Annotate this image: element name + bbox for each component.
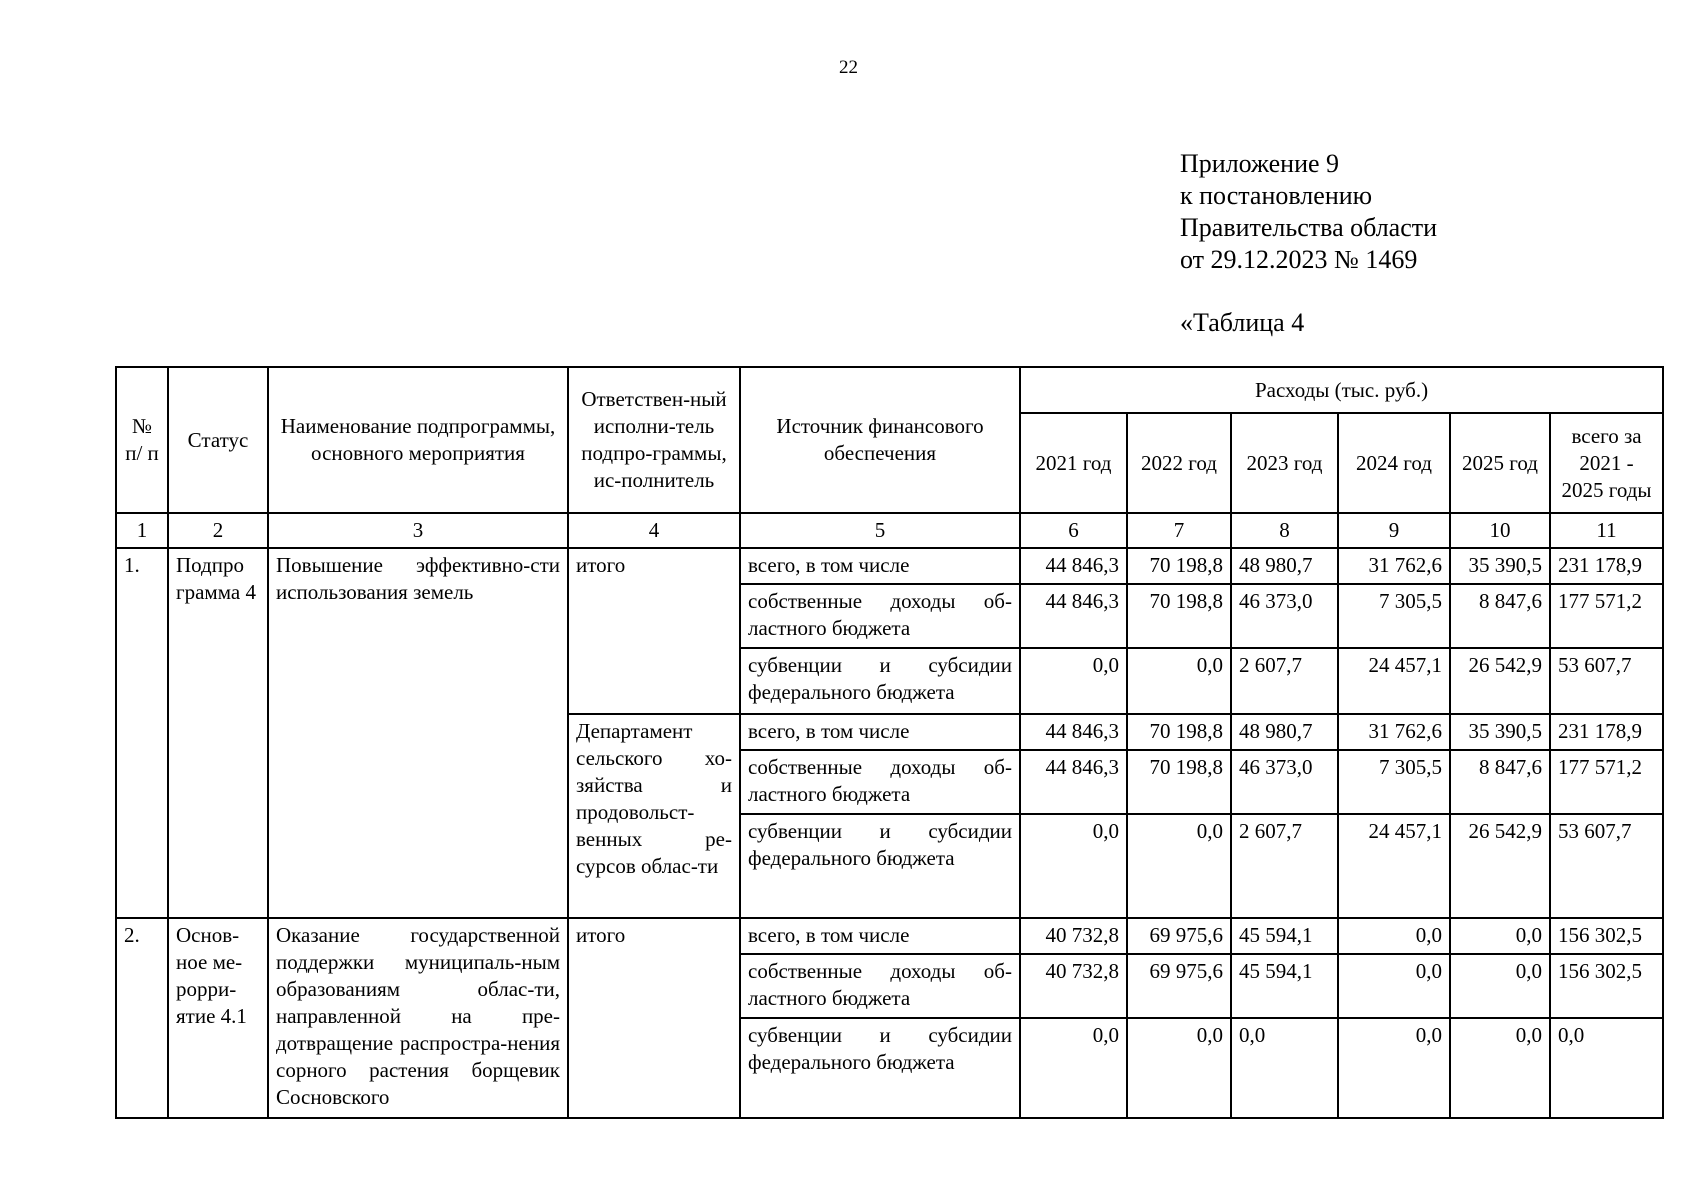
value-cell: 45 594,1 bbox=[1231, 918, 1338, 954]
value-cell: 0,0 bbox=[1450, 918, 1550, 954]
header-year-2023: 2023 год bbox=[1231, 413, 1338, 513]
column-number: 1 bbox=[116, 513, 168, 548]
value-cell: 69 975,6 bbox=[1127, 918, 1231, 954]
value-cell: 0,0 bbox=[1127, 648, 1231, 714]
row-name: Оказание государственной поддержки муниципаль-ным образованиям облас-ти, направленной на пре-дотвращение распростра-нения сорного растения борщевик Сосновского bbox=[268, 918, 568, 1118]
row-number: 2. bbox=[116, 918, 168, 1118]
appendix-line-2: к постановлению bbox=[1180, 181, 1373, 210]
row-executor: итого bbox=[568, 548, 740, 714]
value-cell: 69 975,6 bbox=[1127, 954, 1231, 1018]
value-cell: 24 457,1 bbox=[1338, 814, 1450, 918]
value-cell: 40 732,8 bbox=[1020, 918, 1127, 954]
value-cell: 24 457,1 bbox=[1338, 648, 1450, 714]
value-cell: 35 390,5 bbox=[1450, 548, 1550, 584]
value-cell: 70 198,8 bbox=[1127, 714, 1231, 750]
value-cell: 0,0 bbox=[1338, 918, 1450, 954]
value-cell: 0,0 bbox=[1231, 1018, 1338, 1118]
value-cell: 40 732,8 bbox=[1020, 954, 1127, 1018]
header-year-2021: 2021 год bbox=[1020, 413, 1127, 513]
value-cell: 231 178,9 bbox=[1550, 548, 1663, 584]
column-number: 4 bbox=[568, 513, 740, 548]
row-source: собственные доходы об-ластного бюджета bbox=[740, 954, 1020, 1018]
header-executor: Ответствен-ный исполни-тель подпро-граммы, ис-полнитель bbox=[568, 367, 740, 513]
row-source: субвенции и субсидии федерального бюджета bbox=[740, 1018, 1020, 1118]
page-number: 22 bbox=[839, 57, 858, 78]
value-cell: 45 594,1 bbox=[1231, 954, 1338, 1018]
value-cell: 2 607,7 bbox=[1231, 814, 1338, 918]
value-cell: 44 846,3 bbox=[1020, 714, 1127, 750]
row-status: Подпро грамма 4 bbox=[168, 548, 268, 918]
value-cell: 0,0 bbox=[1338, 1018, 1450, 1118]
column-number: 10 bbox=[1450, 513, 1550, 548]
value-cell: 0,0 bbox=[1338, 954, 1450, 1018]
value-cell: 0,0 bbox=[1450, 1018, 1550, 1118]
value-cell: 70 198,8 bbox=[1127, 584, 1231, 648]
value-cell: 53 607,7 bbox=[1550, 814, 1663, 918]
value-cell: 53 607,7 bbox=[1550, 648, 1663, 714]
table-row bbox=[116, 548, 1663, 584]
value-cell: 31 762,6 bbox=[1338, 714, 1450, 750]
value-cell: 0,0 bbox=[1550, 1018, 1663, 1118]
value-cell: 0,0 bbox=[1020, 1018, 1127, 1118]
column-number: 9 bbox=[1338, 513, 1450, 548]
column-number: 3 bbox=[268, 513, 568, 548]
value-cell: 156 302,5 bbox=[1550, 954, 1663, 1018]
column-number: 11 bbox=[1550, 513, 1663, 548]
value-cell: 70 198,8 bbox=[1127, 548, 1231, 584]
header-year-2025: 2025 год bbox=[1450, 413, 1550, 513]
column-number: 5 bbox=[740, 513, 1020, 548]
header-year-2022: 2022 год bbox=[1127, 413, 1231, 513]
row-source: собственные доходы об-ластного бюджета bbox=[740, 584, 1020, 648]
value-cell: 26 542,9 bbox=[1450, 648, 1550, 714]
row-source: субвенции и субсидии федерального бюджета bbox=[740, 814, 1020, 918]
value-cell: 0,0 bbox=[1020, 814, 1127, 918]
value-cell: 48 980,7 bbox=[1231, 714, 1338, 750]
row-number: 1. bbox=[116, 548, 168, 918]
column-number: 8 bbox=[1231, 513, 1338, 548]
column-number: 7 bbox=[1127, 513, 1231, 548]
value-cell: 26 542,9 bbox=[1450, 814, 1550, 918]
value-cell: 0,0 bbox=[1020, 648, 1127, 714]
value-cell: 156 302,5 bbox=[1550, 918, 1663, 954]
value-cell: 0,0 bbox=[1127, 1018, 1231, 1118]
header-status: Статус bbox=[168, 367, 268, 513]
value-cell: 35 390,5 bbox=[1450, 714, 1550, 750]
header-source: Источник финансового обеспечения bbox=[740, 367, 1020, 513]
value-cell: 231 178,9 bbox=[1550, 714, 1663, 750]
appendix-line-4: от 29.12.2023 № 1469 bbox=[1180, 245, 1418, 274]
header-year-total: всего за 2021 - 2025 годы bbox=[1550, 413, 1663, 513]
row-name: Повышение эффективно-сти использования земель bbox=[268, 548, 568, 918]
row-executor: Департамент сельского хо-зяйства и продовольст-венных ре-сурсов облас-ти bbox=[568, 714, 740, 918]
value-cell: 7 305,5 bbox=[1338, 750, 1450, 814]
row-source: всего, в том числе bbox=[740, 548, 1020, 584]
header-num: № п/ п bbox=[116, 367, 168, 513]
row-source: всего, в том числе bbox=[740, 918, 1020, 954]
value-cell: 0,0 bbox=[1450, 954, 1550, 1018]
table-row bbox=[116, 918, 1663, 954]
row-source: всего, в том числе bbox=[740, 714, 1020, 750]
header-year-2024: 2024 год bbox=[1338, 413, 1450, 513]
header-expenses: Расходы (тыс. руб.) bbox=[1020, 367, 1663, 413]
appendix-line-1: Приложение 9 bbox=[1180, 149, 1340, 178]
value-cell: 2 607,7 bbox=[1231, 648, 1338, 714]
appendix-block bbox=[1180, 148, 1437, 276]
column-number: 6 bbox=[1020, 513, 1127, 548]
value-cell: 44 846,3 bbox=[1020, 750, 1127, 814]
row-executor: итого bbox=[568, 918, 740, 1118]
row-status: Основ-ное ме-роpри-ятие 4.1 bbox=[168, 918, 268, 1118]
value-cell: 44 846,3 bbox=[1020, 584, 1127, 648]
row-source: субвенции и субсидии федерального бюджета bbox=[740, 648, 1020, 714]
value-cell: 44 846,3 bbox=[1020, 548, 1127, 584]
value-cell: 8 847,6 bbox=[1450, 750, 1550, 814]
row-source: собственные доходы об-ластного бюджета bbox=[740, 750, 1020, 814]
value-cell: 70 198,8 bbox=[1127, 750, 1231, 814]
value-cell: 8 847,6 bbox=[1450, 584, 1550, 648]
header-name: Наименование подпрограммы, основного мероприятия bbox=[268, 367, 568, 513]
value-cell: 46 373,0 bbox=[1231, 584, 1338, 648]
column-number-row bbox=[116, 513, 1663, 548]
value-cell: 177 571,2 bbox=[1550, 750, 1663, 814]
value-cell: 46 373,0 bbox=[1231, 750, 1338, 814]
value-cell: 31 762,6 bbox=[1338, 548, 1450, 584]
value-cell: 48 980,7 bbox=[1231, 548, 1338, 584]
column-number: 2 bbox=[168, 513, 268, 548]
expenses-table bbox=[115, 366, 1664, 1119]
value-cell: 0,0 bbox=[1127, 814, 1231, 918]
table-caption: «Таблица 4 bbox=[1180, 308, 1305, 337]
value-cell: 7 305,5 bbox=[1338, 584, 1450, 648]
appendix-line-3: Правительства области bbox=[1180, 213, 1438, 242]
value-cell: 177 571,2 bbox=[1550, 584, 1663, 648]
